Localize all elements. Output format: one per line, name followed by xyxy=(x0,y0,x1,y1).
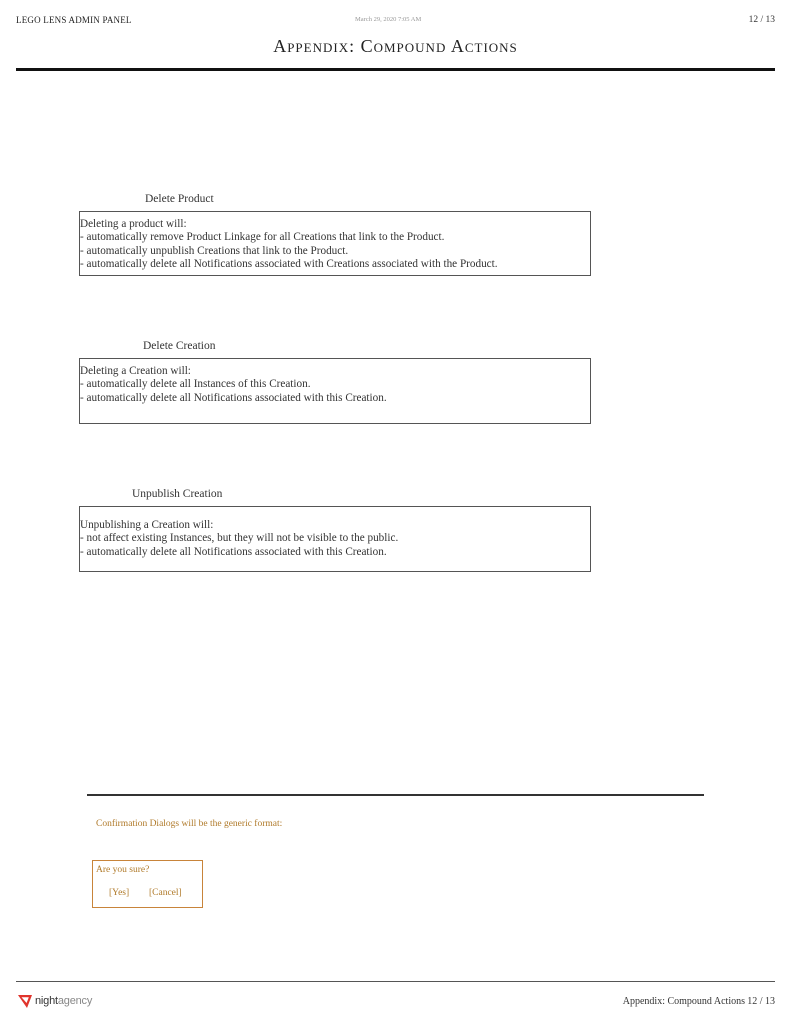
section-line: Deleting a product will: xyxy=(80,218,187,230)
section-line: - automatically remove Product Linkage for all Creations that link to the Product. xyxy=(80,231,445,244)
document-header-title: LEGO LENS ADMIN PANEL xyxy=(16,15,132,25)
footer-divider xyxy=(16,981,775,982)
confirmation-dialog-mock xyxy=(92,860,203,908)
header-divider xyxy=(16,68,775,71)
footer-title: Appendix: Compound Actions xyxy=(622,996,745,1007)
night-agency-logo xyxy=(17,993,92,1009)
section-line: Unpublishing a Creation will: xyxy=(80,519,214,531)
section-line: - automatically delete all Notifications associated with this Creation. xyxy=(80,545,387,558)
section-divider xyxy=(87,794,704,796)
section-line: - not affect existing Instances, but they will not be visible to the public. xyxy=(80,532,399,545)
section-label-unpublish-creation: Unpublish Creation xyxy=(132,488,223,500)
section-line-blank xyxy=(80,507,590,519)
section-label-delete-product: Delete Product xyxy=(145,193,214,205)
section-line: Deleting a Creation will: xyxy=(80,365,191,377)
confirmation-note: Confirmation Dialogs will be the generic format: xyxy=(96,819,283,829)
header-timestamp: March 29, 2020 7:05 AM xyxy=(355,16,422,23)
section-line: - automatically delete all Notifications associated with Creations associated with the Product. xyxy=(80,257,498,270)
night-agency-logo-icon xyxy=(17,993,33,1009)
section-label-delete-creation: Delete Creation xyxy=(143,340,216,352)
section-box-delete-product xyxy=(79,211,591,276)
header-page-number: 12 / 13 xyxy=(748,15,775,25)
dialog-question: Are you sure? xyxy=(96,865,150,875)
section-line: - automatically delete all Notifications associated with this Creation. xyxy=(80,391,387,404)
logo-word-night: night xyxy=(35,995,58,1007)
section-box-unpublish-creation xyxy=(79,506,591,572)
section-line: - automatically unpublish Creations that link to the Product. xyxy=(80,244,349,257)
dialog-cancel-button[interactable]: [Cancel] xyxy=(149,888,182,898)
section-line: - automatically delete all Instances of this Creation. xyxy=(80,378,311,391)
dialog-yes-button[interactable]: [Yes] xyxy=(109,888,130,898)
page-title: Appendix: Compound Actions xyxy=(273,36,518,56)
section-box-delete-creation xyxy=(79,358,591,424)
logo-word-agency: agency xyxy=(57,995,93,1007)
footer-page-number: 12 / 13 xyxy=(747,996,775,1007)
